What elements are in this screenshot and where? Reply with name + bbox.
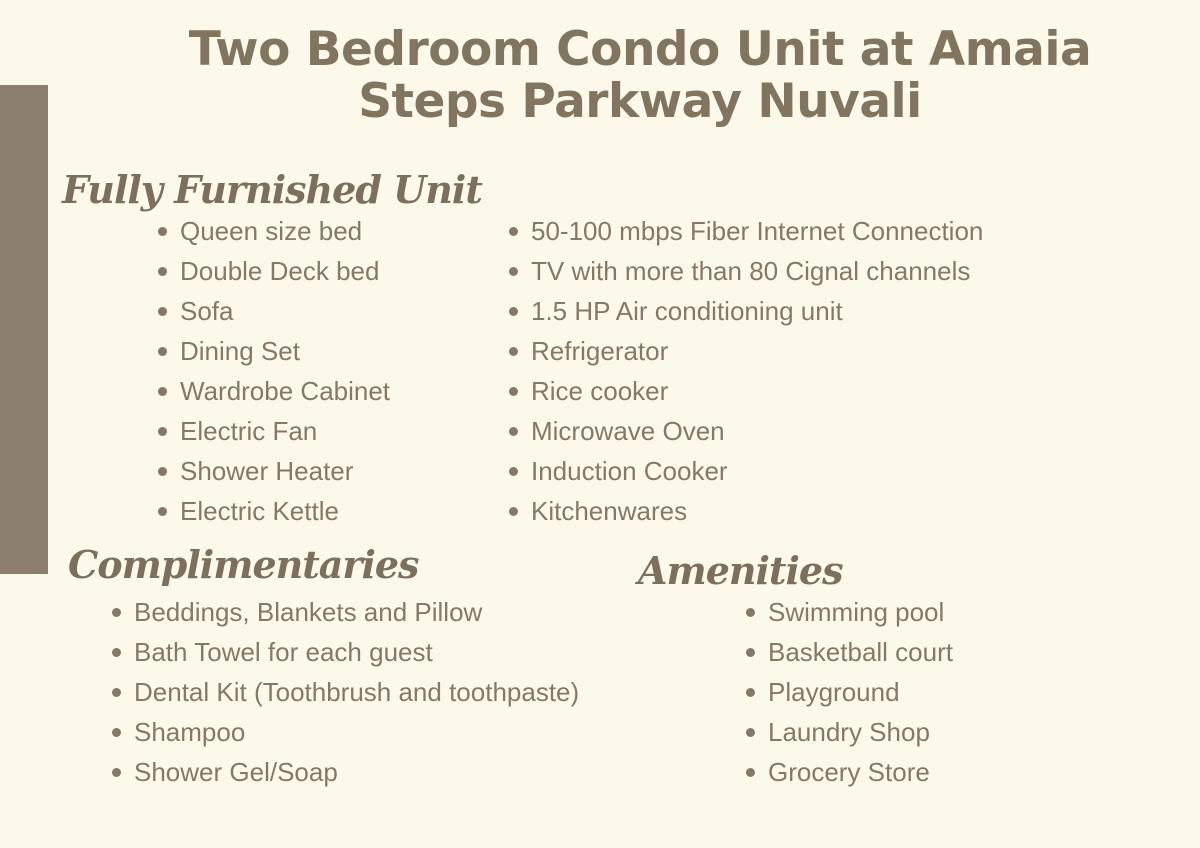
list-item: Shower Heater — [157, 451, 390, 491]
list-item: Double Deck bed — [157, 251, 390, 291]
amenities-list — [745, 592, 953, 792]
list-item: TV with more than 80 Cignal channels — [508, 251, 983, 291]
list-item: Queen size bed — [157, 211, 390, 251]
list-item: Dental Kit (Toothbrush and toothpaste) — [111, 672, 579, 712]
list-item: Kitchenwares — [508, 491, 983, 531]
section-heading-complimentaries: Complimentaries — [68, 542, 419, 587]
list-item: 50-100 mbps Fiber Internet Connection — [508, 211, 983, 251]
list-item: Induction Cooker — [508, 451, 983, 491]
list-item: Bath Towel for each guest — [111, 632, 579, 672]
list-item: Shampoo — [111, 712, 579, 752]
furnished-list-right — [508, 211, 983, 531]
list-item: Electric Fan — [157, 411, 390, 451]
list-item: Refrigerator — [508, 331, 983, 371]
list-item: Wardrobe Cabinet — [157, 371, 390, 411]
list-item: Microwave Oven — [508, 411, 983, 451]
page-title: Two Bedroom Condo Unit at Amaia Steps Parkway Nuvali — [188, 22, 1092, 129]
list-item: Basketball court — [745, 632, 953, 672]
list-item: Dining Set — [157, 331, 390, 371]
list-item: Rice cooker — [508, 371, 983, 411]
section-heading-furnished: Fully Furnished Unit — [62, 167, 482, 212]
list-item: Electric Kettle — [157, 491, 390, 531]
list-item: Shower Gel/Soap — [111, 752, 579, 792]
complimentaries-list — [111, 592, 579, 792]
list-item: Sofa — [157, 291, 390, 331]
list-item: 1.5 HP Air conditioning unit — [508, 291, 983, 331]
list-item: Swimming pool — [745, 592, 953, 632]
list-item: Laundry Shop — [745, 712, 953, 752]
list-item: Grocery Store — [745, 752, 953, 792]
section-heading-amenities: Amenities — [638, 548, 843, 593]
accent-bar — [0, 85, 48, 574]
list-item: Playground — [745, 672, 953, 712]
furnished-list-left — [157, 211, 390, 531]
list-item: Beddings, Blankets and Pillow — [111, 592, 579, 632]
